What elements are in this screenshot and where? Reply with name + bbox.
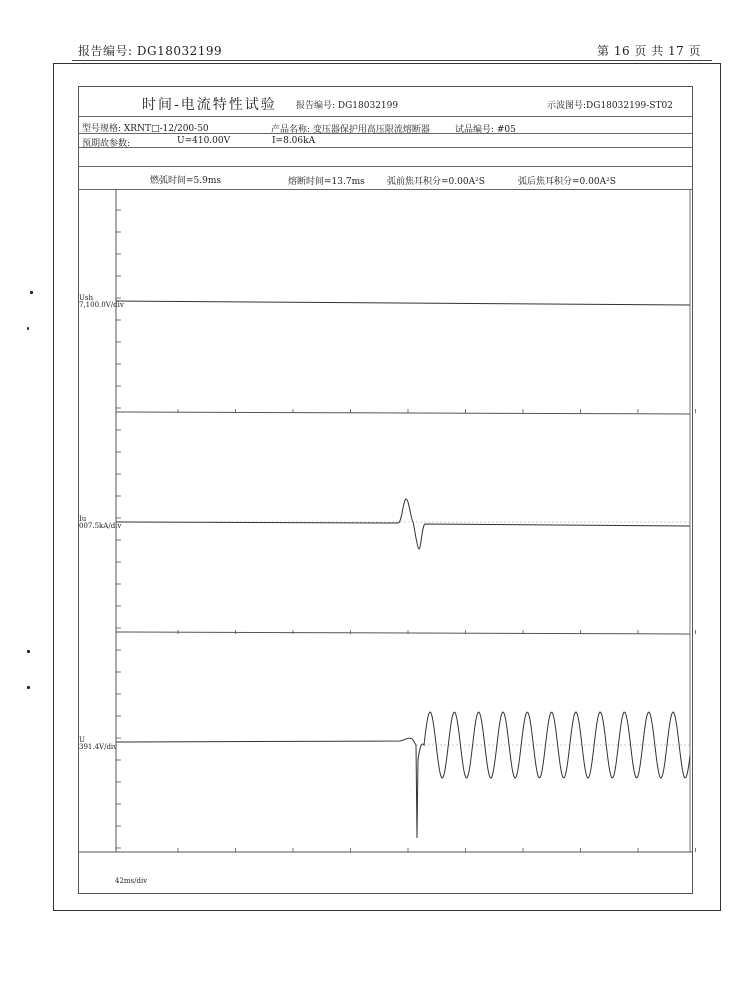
current-param: I=8.06kA [272, 136, 316, 146]
product-name: 产品名称: 变压器保护用高压限流熔断器 [271, 125, 430, 135]
arcing-time: 燃弧时间=5.9ms [150, 176, 222, 186]
report-number-header: 报告编号: DG18032199 [78, 44, 223, 58]
voltage-param: U=410.00V [177, 136, 231, 146]
iu-trace [116, 499, 690, 549]
u-trace [116, 712, 690, 838]
scan-speck [30, 291, 33, 294]
ush-trace [116, 301, 690, 305]
scan-speck [27, 327, 29, 330]
axis-ticks [116, 210, 696, 852]
time-scale: 42ms/div [115, 877, 148, 885]
channel-3-name: U [79, 736, 85, 744]
channel-divider [116, 632, 690, 634]
channel-divider [116, 412, 690, 414]
channel-1-scale: 7,100.0V/div [79, 301, 124, 309]
channel-2-scale: 007.5kA/div [79, 522, 122, 530]
page-number-header: 第 16 页 共 17 页 [597, 44, 702, 58]
sheet-report-number: 报告编号: DG18032199 [296, 101, 399, 111]
model-spec: 型号规格: XRNT□-12/200-50 [82, 124, 209, 134]
channel-3-scale: 391.4V/div [79, 743, 118, 751]
scan-speck [27, 650, 30, 653]
figure-number: 示波图号:DG18032199-ST02 [547, 101, 673, 111]
sample-number: 试品编号: #05 [455, 125, 516, 135]
melting-time: 熔断时间=13.7ms [288, 177, 365, 187]
prearc-joule-integral: 弧前焦耳积分=0.00A²S [387, 177, 485, 187]
params-label: 预期故参数: [82, 139, 131, 149]
channel-1-name: Ush [79, 294, 93, 302]
arc-joule-integral: 弧后焦耳积分=0.00A²S [518, 177, 616, 187]
sheet-title: 时间-电流特性试验 [142, 97, 277, 113]
scan-speck [27, 686, 30, 689]
channel-2-name: Iu [79, 515, 87, 523]
